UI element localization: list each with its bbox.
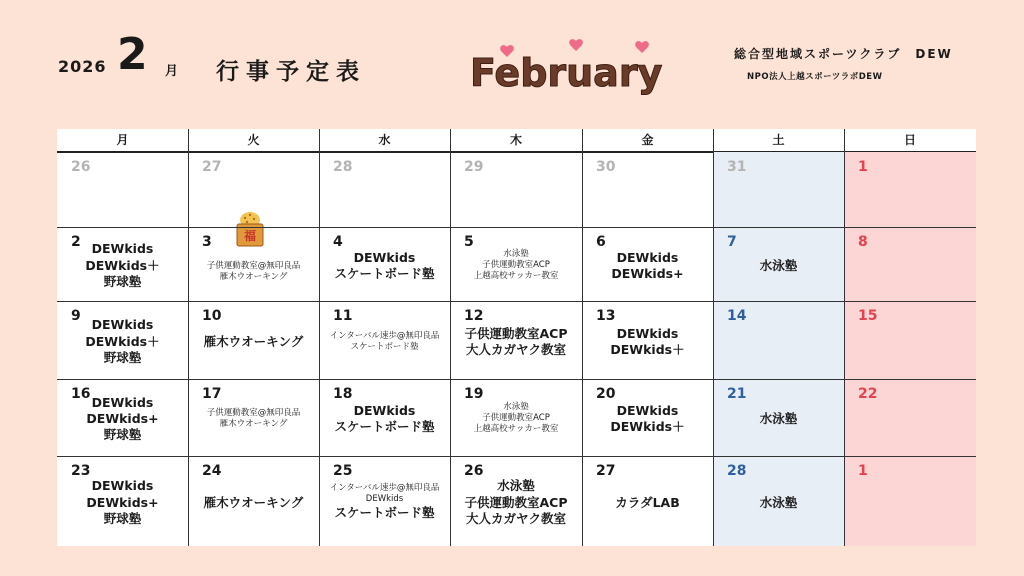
month-suffix: 月 — [165, 64, 179, 79]
day-number: 23 — [71, 463, 91, 479]
grid-line — [844, 129, 845, 546]
event-item: インターバル速歩@無印良品 — [329, 483, 440, 494]
event-item: 水泳塾 — [759, 257, 798, 273]
event-list — [582, 403, 713, 436]
event-item: 上越高校サッカー教室 — [473, 424, 559, 435]
event-list — [57, 478, 188, 527]
event-item: DEWkids＋ — [610, 419, 685, 435]
event-item: カラダLAB — [615, 494, 680, 510]
year: 2026 — [58, 57, 107, 76]
day-cell — [319, 152, 450, 227]
day-cell — [713, 152, 844, 227]
event-list — [582, 326, 713, 359]
event-item: DEWkids — [616, 249, 679, 265]
grid-line — [57, 379, 976, 380]
grid-line — [450, 129, 451, 546]
event-item: 子供運動教室ACP — [482, 413, 550, 424]
grid-line — [57, 227, 976, 228]
event-item: DEWkids＋ — [85, 257, 160, 273]
day-number: 5 — [464, 234, 474, 250]
event-list — [57, 395, 188, 444]
event-item: 水泳塾 — [503, 402, 529, 413]
event-list — [450, 249, 582, 282]
day-cell — [844, 301, 976, 379]
day-cell — [582, 456, 713, 546]
event-item: DEWkids — [616, 403, 679, 418]
event-list — [188, 495, 319, 511]
day-number: 16 — [71, 386, 91, 402]
event-list — [319, 483, 450, 521]
event-list — [582, 250, 713, 283]
day-number: 3 — [202, 234, 212, 250]
event-item: DEWkids — [616, 325, 679, 341]
event-item: DEWkids+ — [86, 411, 159, 426]
npo-name: NPO法人上越スポーツラボDEW — [747, 72, 883, 82]
day-cell — [188, 456, 319, 546]
day-number: 27 — [202, 159, 222, 175]
day-number: 1 — [858, 159, 868, 175]
day-cell — [713, 379, 844, 456]
day-number: 30 — [596, 159, 616, 175]
day-number: 27 — [596, 463, 616, 479]
day-number: 22 — [858, 386, 878, 402]
day-number: 28 — [727, 463, 747, 479]
weekday-header: 水 — [378, 133, 391, 147]
event-list — [713, 411, 844, 427]
february-logo-text: February — [470, 51, 663, 95]
event-item: 水泳塾 — [759, 494, 798, 510]
day-cell — [188, 227, 319, 301]
day-number: 31 — [727, 159, 747, 175]
grid-line — [57, 456, 976, 457]
day-number: 13 — [596, 308, 616, 324]
event-item: 雁木ウオーキング — [219, 271, 288, 282]
weekday-header-row — [57, 129, 976, 153]
event-item: DEWkids+ — [86, 494, 159, 510]
day-number: 11 — [333, 308, 353, 324]
fuku-masu-icon — [235, 209, 265, 249]
grid-line — [188, 129, 189, 546]
event-list — [713, 258, 844, 274]
event-list — [319, 331, 450, 353]
event-item: DEWkids — [353, 249, 416, 265]
event-item: 水泳塾 — [759, 411, 798, 427]
schedule-title: 行事予定表 — [216, 59, 366, 85]
event-item: DEWkids＋ — [85, 333, 160, 349]
event-item: 子供運動教室ACP — [464, 494, 568, 510]
event-list — [188, 334, 319, 350]
event-item: DEWkids — [365, 494, 404, 505]
event-item: 子供運動教室@無印良品 — [206, 408, 301, 418]
day-cell — [713, 227, 844, 301]
weekday-header: 木 — [509, 133, 522, 147]
day-number: 28 — [333, 159, 353, 175]
event-item: 子供運動教室ACP — [482, 259, 550, 270]
event-item: DEWkids — [91, 394, 154, 410]
day-number: 18 — [333, 386, 353, 402]
event-list — [188, 261, 319, 283]
event-item: 野球塾 — [103, 427, 142, 443]
day-cell — [582, 301, 713, 379]
event-item: 雁木ウオーキング — [203, 494, 304, 510]
day-number: 1 — [858, 463, 868, 479]
day-cell — [450, 152, 582, 227]
day-cell — [844, 379, 976, 456]
grid-line — [319, 129, 320, 546]
event-item: DEWkids＋ — [610, 341, 685, 357]
day-cell — [844, 456, 976, 546]
day-cell — [582, 379, 713, 456]
grid-line — [57, 301, 976, 302]
day-cell — [450, 227, 582, 301]
grid-line — [713, 129, 714, 546]
day-number: 24 — [202, 463, 222, 479]
day-cell — [57, 379, 188, 456]
event-item: DEWkids — [91, 241, 154, 257]
event-item: インターバル速歩@無印良品 — [329, 330, 440, 341]
weekday-header: 土 — [772, 133, 785, 147]
event-item: 子供運動教室ACP — [464, 325, 568, 341]
day-cell — [57, 301, 188, 379]
event-item: スケートボード塾 — [350, 341, 419, 352]
weekday-header: 日 — [903, 133, 916, 147]
day-cell — [57, 227, 188, 301]
event-list — [57, 241, 188, 290]
day-cell — [319, 456, 450, 546]
day-cell — [57, 456, 188, 546]
weekday-header: 月 — [116, 133, 129, 147]
event-list — [319, 250, 450, 283]
weekday-header: 火 — [247, 133, 260, 147]
day-cell — [319, 379, 450, 456]
day-number: 26 — [464, 463, 484, 479]
day-number: 17 — [202, 386, 222, 402]
day-number: 26 — [71, 159, 91, 175]
event-item: 大人カガヤク教室 — [465, 510, 566, 526]
day-cell — [57, 152, 188, 227]
heart-icon — [569, 39, 583, 51]
event-item: DEWkids — [91, 478, 154, 494]
day-number: 9 — [71, 308, 81, 324]
event-list — [582, 495, 713, 511]
day-number: 19 — [464, 386, 484, 402]
day-number: 15 — [858, 308, 878, 324]
event-item: 水泳塾 — [503, 248, 529, 259]
event-item: 雁木ウオーキング — [203, 333, 304, 349]
day-number: 7 — [727, 234, 737, 250]
event-item: 野球塾 — [103, 273, 142, 289]
day-number: 2 — [71, 234, 81, 250]
event-list — [450, 478, 582, 527]
event-list — [450, 326, 582, 359]
day-number: 8 — [858, 234, 868, 250]
event-list — [319, 403, 450, 436]
day-cell — [713, 301, 844, 379]
day-number: 20 — [596, 386, 616, 402]
event-list — [57, 317, 188, 366]
club-name: 総合型地域スポーツクラブ DEW — [734, 47, 953, 61]
day-number: 4 — [333, 234, 343, 250]
day-cell — [582, 227, 713, 301]
day-number: 10 — [202, 308, 222, 324]
day-number: 25 — [333, 463, 353, 479]
day-cell — [188, 379, 319, 456]
day-cell — [450, 456, 582, 546]
day-cell — [844, 152, 976, 227]
event-list — [713, 495, 844, 511]
event-item: 大人カガヤク教室 — [465, 341, 566, 357]
day-cell — [188, 301, 319, 379]
day-number: 6 — [596, 234, 606, 250]
event-list — [188, 408, 319, 430]
weekday-header: 金 — [641, 133, 654, 147]
event-item: DEWkids — [91, 317, 154, 333]
day-cell — [713, 456, 844, 546]
grid-line — [582, 129, 583, 546]
calendar-grid — [57, 129, 976, 546]
svg-text:福: 福 — [243, 229, 257, 243]
event-item: 雁木ウオーキング — [219, 419, 288, 430]
event-item: 水泳塾 — [497, 478, 535, 494]
event-item: スケートボード塾 — [334, 505, 435, 521]
event-item: 上越高校サッカー教室 — [473, 270, 559, 281]
event-item: 子供運動教室@無印良品 — [206, 260, 301, 271]
day-cell — [844, 227, 976, 301]
event-list — [450, 402, 582, 435]
day-cell — [450, 379, 582, 456]
event-item: DEWkids+ — [611, 265, 684, 281]
day-number: 12 — [464, 308, 484, 324]
event-item: DEWkids — [353, 403, 416, 418]
day-cell — [582, 152, 713, 227]
event-item: スケートボード塾 — [334, 265, 435, 281]
event-item: スケートボード塾 — [334, 419, 435, 435]
event-item: 野球塾 — [103, 349, 142, 365]
day-cell — [319, 301, 450, 379]
day-number: 21 — [727, 386, 747, 402]
day-number: 14 — [727, 308, 747, 324]
event-item: 野球塾 — [103, 510, 142, 526]
february-logo — [466, 34, 680, 100]
month-number: 2 — [117, 29, 148, 80]
day-cell — [319, 227, 450, 301]
day-cell — [450, 301, 582, 379]
day-number: 29 — [464, 159, 484, 175]
